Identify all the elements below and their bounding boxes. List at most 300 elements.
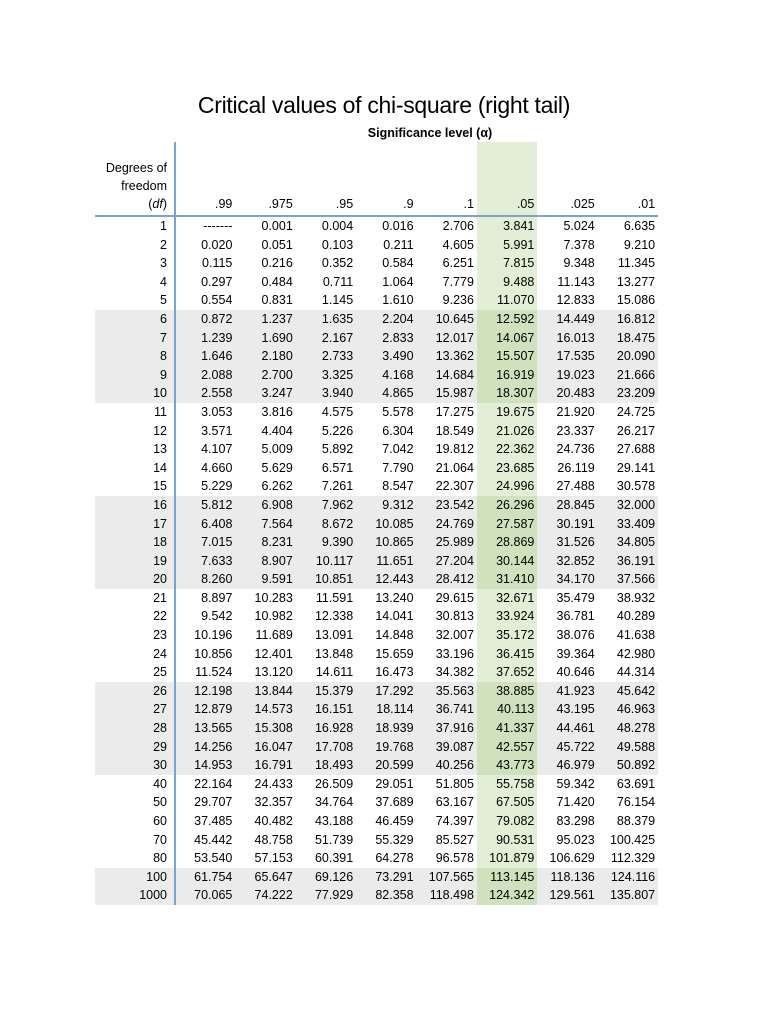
critical-value-cell: 0.016 [382, 219, 414, 233]
critical-value-cell: 7.042 [382, 442, 414, 457]
critical-value-cell: 101.879 [477, 849, 537, 868]
critical-value-cell: 13.091 [314, 628, 354, 643]
critical-value-cell: 40.482 [254, 814, 293, 828]
critical-value-cell: 1.145 [321, 293, 354, 308]
critical-value-cell: 40.646 [556, 665, 595, 680]
critical-value-cell: 43.188 [314, 814, 354, 828]
critical-value-cell: 35.563 [417, 682, 477, 701]
table-row [95, 291, 658, 310]
critical-value-cell: 35.172 [477, 626, 537, 645]
critical-value-cell: 1.239 [175, 329, 235, 348]
column-header-alpha: .9 [356, 177, 416, 216]
critical-value-cell: 36.741 [417, 700, 477, 719]
df-cell: 18 [95, 533, 175, 552]
critical-value-cell: 77.929 [296, 886, 356, 905]
critical-value-cell: 10.982 [254, 609, 293, 624]
table-row [95, 254, 658, 273]
critical-value-cell: 69.126 [296, 868, 356, 887]
critical-value-cell: 28.869 [477, 533, 537, 552]
critical-value-cell: 0.103 [321, 237, 354, 252]
critical-value-cell: 37.689 [375, 795, 414, 810]
header-spacer [296, 142, 356, 177]
critical-value-cell: 14.611 [315, 665, 354, 680]
critical-value-cell: 61.754 [175, 868, 235, 887]
critical-value-cell: 5.812 [175, 496, 235, 515]
critical-value-cell: 20.599 [356, 756, 416, 775]
df-cell: 28 [95, 719, 175, 738]
critical-value-cell: 27.587 [477, 515, 537, 534]
table-row [95, 626, 658, 645]
table-row [95, 700, 658, 719]
critical-value-cell: 9.542 [201, 609, 233, 624]
critical-value-cell: 41.638 [616, 628, 656, 643]
critical-value-cell: 7.564 [235, 515, 295, 534]
critical-value-cell: 34.382 [435, 665, 474, 680]
critical-value-cell: 100.425 [609, 832, 656, 847]
critical-value-cell: 7.790 [382, 460, 414, 475]
critical-value-cell: 11.689 [255, 628, 293, 643]
critical-value-cell: 2.733 [296, 347, 356, 366]
critical-value-cell: 6.571 [321, 460, 354, 475]
table-row [95, 515, 658, 534]
critical-value-cell: 11.651 [356, 552, 416, 571]
header-spacer [598, 142, 658, 177]
critical-value-cell: 9.210 [623, 237, 656, 252]
table-row [95, 273, 658, 292]
critical-value-cell: 0.051 [261, 237, 293, 252]
critical-value-cell: 1.610 [382, 293, 414, 308]
critical-value-cell: 85.527 [435, 832, 474, 847]
critical-value-cell: 16.928 [296, 719, 356, 738]
df-cell: 25 [95, 663, 175, 682]
critical-value-cell: 18.307 [477, 384, 537, 403]
critical-value-cell: 7.261 [321, 479, 354, 494]
table-row [95, 440, 658, 459]
header-spacer [175, 142, 235, 177]
critical-value-cell: 10.085 [356, 515, 416, 534]
df-cell: 27 [95, 700, 175, 719]
critical-value-cell: 27.688 [616, 442, 656, 457]
critical-value-cell: 17.275 [435, 404, 474, 419]
critical-value-cell: 74.222 [235, 886, 295, 905]
critical-value-cell: 10.117 [296, 552, 356, 571]
critical-value-cell: 7.633 [175, 552, 235, 571]
critical-value-cell: 90.531 [477, 831, 537, 850]
critical-value-cell: 29.141 [616, 460, 656, 475]
critical-value-cell: 6.304 [382, 423, 414, 438]
critical-value-cell: 95.023 [556, 832, 595, 847]
critical-value-cell: 16.047 [235, 738, 295, 757]
df-cell: 1 [95, 216, 175, 236]
critical-value-cell: 10.645 [417, 310, 477, 329]
critical-value-cell: 0.211 [383, 237, 414, 252]
critical-value-cell: 25.989 [417, 533, 477, 552]
critical-value-cell: 15.507 [477, 347, 537, 366]
df-cell: 11 [95, 403, 175, 422]
column-header-alpha: .01 [598, 177, 658, 216]
df-cell: 40 [95, 775, 175, 794]
critical-value-cell: 23.337 [556, 423, 595, 438]
critical-value-cell: 7.962 [296, 496, 356, 515]
critical-value-cell: 0.004 [321, 219, 354, 233]
critical-value-cell: 0.352 [321, 256, 354, 271]
df-cell: 24 [95, 645, 175, 664]
critical-value-cell: 5.629 [261, 460, 293, 475]
table-row [95, 366, 658, 385]
critical-value-cell: 55.758 [477, 775, 537, 794]
critical-value-cell: 33.924 [477, 607, 537, 626]
df-cell: 100 [95, 868, 175, 887]
critical-value-cell: 32.357 [254, 795, 293, 810]
critical-value-cell: 28.845 [537, 496, 597, 515]
critical-value-cell: 41.337 [477, 719, 537, 738]
table-row [95, 645, 658, 664]
critical-value-cell: 0.554 [201, 293, 233, 308]
critical-value-cell: 37.652 [477, 663, 537, 682]
df-cell: 12 [95, 422, 175, 441]
table-row [95, 868, 658, 887]
critical-value-cell: 12.338 [314, 609, 354, 624]
critical-value-cell: 40.113 [477, 700, 537, 719]
critical-value-cell: 18.114 [356, 700, 416, 719]
df-cell: 9 [95, 366, 175, 385]
critical-value-cell: 50.892 [598, 756, 658, 775]
table-row [95, 477, 658, 496]
critical-value-cell: 13.362 [417, 347, 477, 366]
critical-value-cell: 2.088 [175, 366, 235, 385]
critical-value-cell: 32.671 [477, 589, 537, 608]
critical-value-cell: 12.401 [254, 646, 293, 661]
df-cell: 7 [95, 329, 175, 348]
table-body [95, 216, 658, 905]
critical-value-cell: 5.578 [382, 404, 414, 419]
critical-value-cell: 24.433 [254, 776, 293, 791]
df-cell: 26 [95, 682, 175, 701]
critical-value-cell: 10.196 [194, 628, 233, 643]
critical-value-cell: 34.764 [314, 795, 354, 810]
critical-value-cell: 118.498 [417, 886, 477, 905]
critical-value-cell: 12.198 [175, 682, 235, 701]
critical-value-cell: 29.707 [194, 795, 233, 810]
table-row [95, 384, 658, 403]
critical-value-cell: 38.932 [616, 590, 656, 605]
critical-value-cell: 26.217 [616, 423, 656, 438]
critical-value-cell: 12.879 [175, 700, 235, 719]
critical-value-cell: 7.815 [477, 254, 537, 273]
df-cell: 13 [95, 440, 175, 459]
critical-value-cell: 1.064 [382, 274, 414, 289]
critical-value-cell: 11.070 [477, 291, 537, 310]
critical-value-cell: 2.706 [442, 219, 474, 233]
critical-value-cell: 41.923 [537, 682, 597, 701]
critical-value-cell: 10.856 [194, 646, 233, 661]
table-row [95, 589, 658, 608]
critical-value-cell: 9.390 [296, 533, 356, 552]
critical-value-cell: 4.605 [442, 237, 474, 252]
critical-value-cell: 23.685 [477, 459, 537, 478]
df-cell: 3 [95, 254, 175, 273]
critical-value-cell: ------- [203, 219, 233, 233]
critical-value-cell: 13.844 [235, 682, 295, 701]
critical-value-cell: 0.216 [261, 256, 293, 271]
table-row [95, 570, 658, 589]
critical-value-cell: 107.565 [417, 868, 477, 887]
critical-value-cell: 2.204 [356, 310, 416, 329]
critical-value-cell: 18.549 [435, 423, 474, 438]
critical-value-cell: 39.087 [417, 738, 477, 757]
critical-value-cell: 18.493 [296, 756, 356, 775]
critical-value-cell: 12.592 [477, 310, 537, 329]
critical-value-cell: 21.666 [598, 366, 658, 385]
critical-value-cell: 124.342 [477, 886, 537, 905]
critical-value-cell: 9.488 [477, 273, 537, 292]
critical-value-cell: 4.660 [201, 460, 233, 475]
critical-value-cell: 1.237 [235, 310, 295, 329]
df-cell: 15 [95, 477, 175, 496]
df-cell: 29 [95, 738, 175, 757]
critical-value-cell: 18.475 [598, 329, 658, 348]
critical-value-cell: 15.086 [616, 293, 656, 308]
critical-value-cell: 48.278 [598, 719, 658, 738]
critical-value-cell: 34.170 [537, 570, 597, 589]
critical-value-cell: 9.236 [442, 293, 474, 308]
critical-value-cell: 31.410 [477, 570, 537, 589]
critical-value-cell: 13.120 [254, 665, 293, 680]
table-row [95, 216, 658, 236]
critical-value-cell: 14.449 [537, 310, 597, 329]
critical-value-cell: 45.442 [194, 832, 233, 847]
critical-value-cell: 37.916 [417, 719, 477, 738]
critical-value-cell: 33.196 [435, 646, 474, 661]
critical-value-cell: 60.391 [314, 851, 354, 866]
critical-value-cell: 21.026 [477, 422, 537, 441]
critical-value-cell: 43.195 [537, 700, 597, 719]
critical-value-cell: 4.865 [356, 384, 416, 403]
table-row [95, 831, 658, 850]
critical-value-cell: 4.168 [356, 366, 416, 385]
critical-value-cell: 17.292 [356, 682, 416, 701]
critical-value-cell: 21.920 [556, 404, 595, 419]
table-row [95, 403, 658, 422]
critical-value-cell: 49.588 [598, 738, 658, 757]
df-header-text-1: Degrees of [105, 161, 167, 175]
critical-value-cell: 6.408 [175, 515, 235, 534]
critical-value-cell: 16.919 [477, 366, 537, 385]
critical-value-cell: 30.813 [435, 609, 474, 624]
critical-value-cell: 8.547 [382, 479, 414, 494]
critical-value-cell: 46.963 [598, 700, 658, 719]
critical-value-cell: 1.646 [175, 347, 235, 366]
critical-value-cell: 26.119 [557, 460, 595, 475]
critical-value-cell: 8.672 [296, 515, 356, 534]
table-row [95, 793, 658, 812]
critical-value-cell: 96.578 [435, 851, 474, 866]
df-cell: 14 [95, 459, 175, 478]
df-cell: 22 [95, 607, 175, 626]
critical-value-cell: 12.443 [356, 570, 416, 589]
critical-value-cell: 11.143 [557, 274, 595, 289]
critical-value-cell: 0.115 [202, 256, 233, 271]
critical-value-cell: 4.404 [261, 423, 293, 438]
table-row [95, 329, 658, 348]
critical-value-cell: 1.690 [235, 329, 295, 348]
critical-value-cell: 5.024 [563, 219, 595, 233]
table-row [95, 533, 658, 552]
critical-value-cell: 13.240 [375, 590, 414, 605]
chi-square-table [95, 142, 658, 905]
critical-value-cell: 22.362 [477, 440, 537, 459]
critical-value-cell: 10.283 [254, 590, 293, 605]
critical-value-cell: 32.852 [537, 552, 597, 571]
critical-value-cell: 5.229 [201, 479, 233, 494]
critical-value-cell: 11.591 [315, 590, 354, 605]
critical-value-cell: 21.064 [435, 460, 474, 475]
header-spacer [417, 142, 477, 177]
critical-value-cell: 3.841 [477, 216, 537, 236]
critical-value-cell: 9.312 [356, 496, 416, 515]
critical-value-cell: 37.485 [194, 814, 233, 828]
critical-value-cell: 32.000 [598, 496, 658, 515]
df-cell: 16 [95, 496, 175, 515]
critical-value-cell: 3.325 [296, 366, 356, 385]
column-header-alpha: .1 [417, 177, 477, 216]
critical-value-cell: 16.812 [598, 310, 658, 329]
critical-value-cell: 32.007 [435, 628, 474, 643]
header-spacer [235, 142, 295, 177]
critical-value-cell: 6.251 [442, 256, 474, 271]
critical-value-cell: 14.067 [477, 329, 537, 348]
table-row [95, 812, 658, 831]
critical-value-cell: 74.397 [435, 814, 474, 828]
critical-value-cell: 112.329 [610, 851, 656, 866]
critical-value-cell: 23.209 [598, 384, 658, 403]
page-title: Critical values of chi-square (right tail) [197, 92, 571, 118]
df-cell: 17 [95, 515, 175, 534]
critical-value-cell: 12.833 [556, 293, 595, 308]
df-cell: 10 [95, 384, 175, 403]
table-row [95, 738, 658, 757]
critical-value-cell: 30.144 [477, 552, 537, 571]
critical-value-cell: 8.260 [175, 570, 235, 589]
critical-value-cell: 18.939 [356, 719, 416, 738]
critical-value-cell: 20.483 [537, 384, 597, 403]
df-cell: 70 [95, 831, 175, 850]
critical-value-cell: 43.773 [477, 756, 537, 775]
critical-value-cell: 11.345 [617, 256, 656, 271]
critical-value-cell: 2.558 [175, 384, 235, 403]
critical-value-cell: 8.907 [235, 552, 295, 571]
critical-value-cell: 22.307 [435, 479, 474, 494]
df-cell: 6 [95, 310, 175, 329]
column-header-alpha: .025 [537, 177, 597, 216]
critical-value-cell: 40.256 [417, 756, 477, 775]
critical-value-cell: 1.635 [296, 310, 356, 329]
df-cell: 50 [95, 793, 175, 812]
critical-value-cell: 9.348 [563, 256, 595, 271]
critical-value-cell: 45.642 [598, 682, 658, 701]
critical-value-cell: 2.180 [235, 347, 295, 366]
critical-value-cell: 12.017 [417, 329, 477, 348]
critical-value-cell: 106.629 [549, 851, 595, 866]
critical-value-cell: 22.164 [194, 776, 233, 791]
table-row [95, 886, 658, 905]
df-cell: 19 [95, 552, 175, 571]
df-cell: 20 [95, 570, 175, 589]
critical-value-cell: 8.231 [235, 533, 295, 552]
critical-value-cell: 53.540 [194, 851, 233, 866]
critical-value-cell: 17.535 [537, 347, 597, 366]
critical-value-cell: 14.848 [375, 628, 414, 643]
column-header-alpha: .975 [235, 177, 295, 216]
critical-value-cell: 24.736 [556, 442, 595, 457]
critical-value-cell: 33.409 [598, 515, 658, 534]
critical-value-cell: 19.768 [356, 738, 416, 757]
critical-value-cell: 0.020 [201, 237, 233, 252]
column-header-alpha: .05 [477, 177, 537, 216]
critical-value-cell: 36.781 [556, 609, 595, 624]
critical-value-cell: 5.892 [321, 442, 354, 457]
critical-value-cell: 5.226 [321, 423, 354, 438]
column-header-alpha: .95 [296, 177, 356, 216]
critical-value-cell: 31.526 [537, 533, 597, 552]
critical-value-cell: 70.065 [175, 886, 235, 905]
critical-value-cell: 40.289 [616, 609, 656, 624]
df-cell: 21 [95, 589, 175, 608]
critical-value-cell: 7.378 [563, 237, 595, 252]
critical-value-cell: 3.940 [296, 384, 356, 403]
critical-value-cell: 3.490 [356, 347, 416, 366]
critical-value-cell: 0.711 [322, 274, 354, 289]
significance-level-caption: Significance level (α) [367, 126, 493, 140]
df-cell: 1000 [95, 886, 175, 905]
critical-value-cell: 14.573 [235, 700, 295, 719]
table-row [95, 719, 658, 738]
critical-value-cell: 4.575 [321, 404, 354, 419]
critical-value-cell: 24.725 [616, 404, 656, 419]
critical-value-cell: 51.739 [314, 832, 354, 847]
critical-value-cell: 0.297 [201, 274, 233, 289]
critical-value-cell: 38.885 [477, 682, 537, 701]
critical-value-cell: 27.488 [556, 479, 595, 494]
critical-value-cell: 46.979 [537, 756, 597, 775]
critical-value-cell: 19.812 [435, 442, 474, 457]
critical-value-cell: 6.262 [261, 479, 293, 494]
critical-value-cell: 35.479 [556, 590, 595, 605]
header-spacer-highlight [477, 142, 537, 177]
critical-value-cell: 83.298 [556, 814, 595, 828]
critical-value-cell: 2.833 [356, 329, 416, 348]
df-cell: 23 [95, 626, 175, 645]
table-row [95, 496, 658, 515]
critical-value-cell: 26.296 [477, 496, 537, 515]
critical-value-cell: 57.153 [254, 851, 293, 866]
critical-value-cell: 48.758 [254, 832, 293, 847]
critical-value-cell: 3.247 [235, 384, 295, 403]
critical-value-cell: 38.076 [556, 628, 595, 643]
critical-value-cell: 5.009 [261, 442, 293, 457]
critical-value-cell: 9.591 [235, 570, 295, 589]
critical-value-cell: 34.805 [598, 533, 658, 552]
table-row [95, 552, 658, 571]
critical-value-cell: 3.053 [201, 404, 233, 419]
table-row [95, 459, 658, 478]
critical-value-cell: 44.314 [616, 665, 656, 680]
critical-value-cell: 36.191 [598, 552, 658, 571]
critical-value-cell: 7.779 [442, 274, 474, 289]
df-header-close: ) [162, 197, 167, 211]
critical-value-cell: 65.647 [235, 868, 295, 887]
critical-value-cell: 14.041 [375, 609, 414, 624]
